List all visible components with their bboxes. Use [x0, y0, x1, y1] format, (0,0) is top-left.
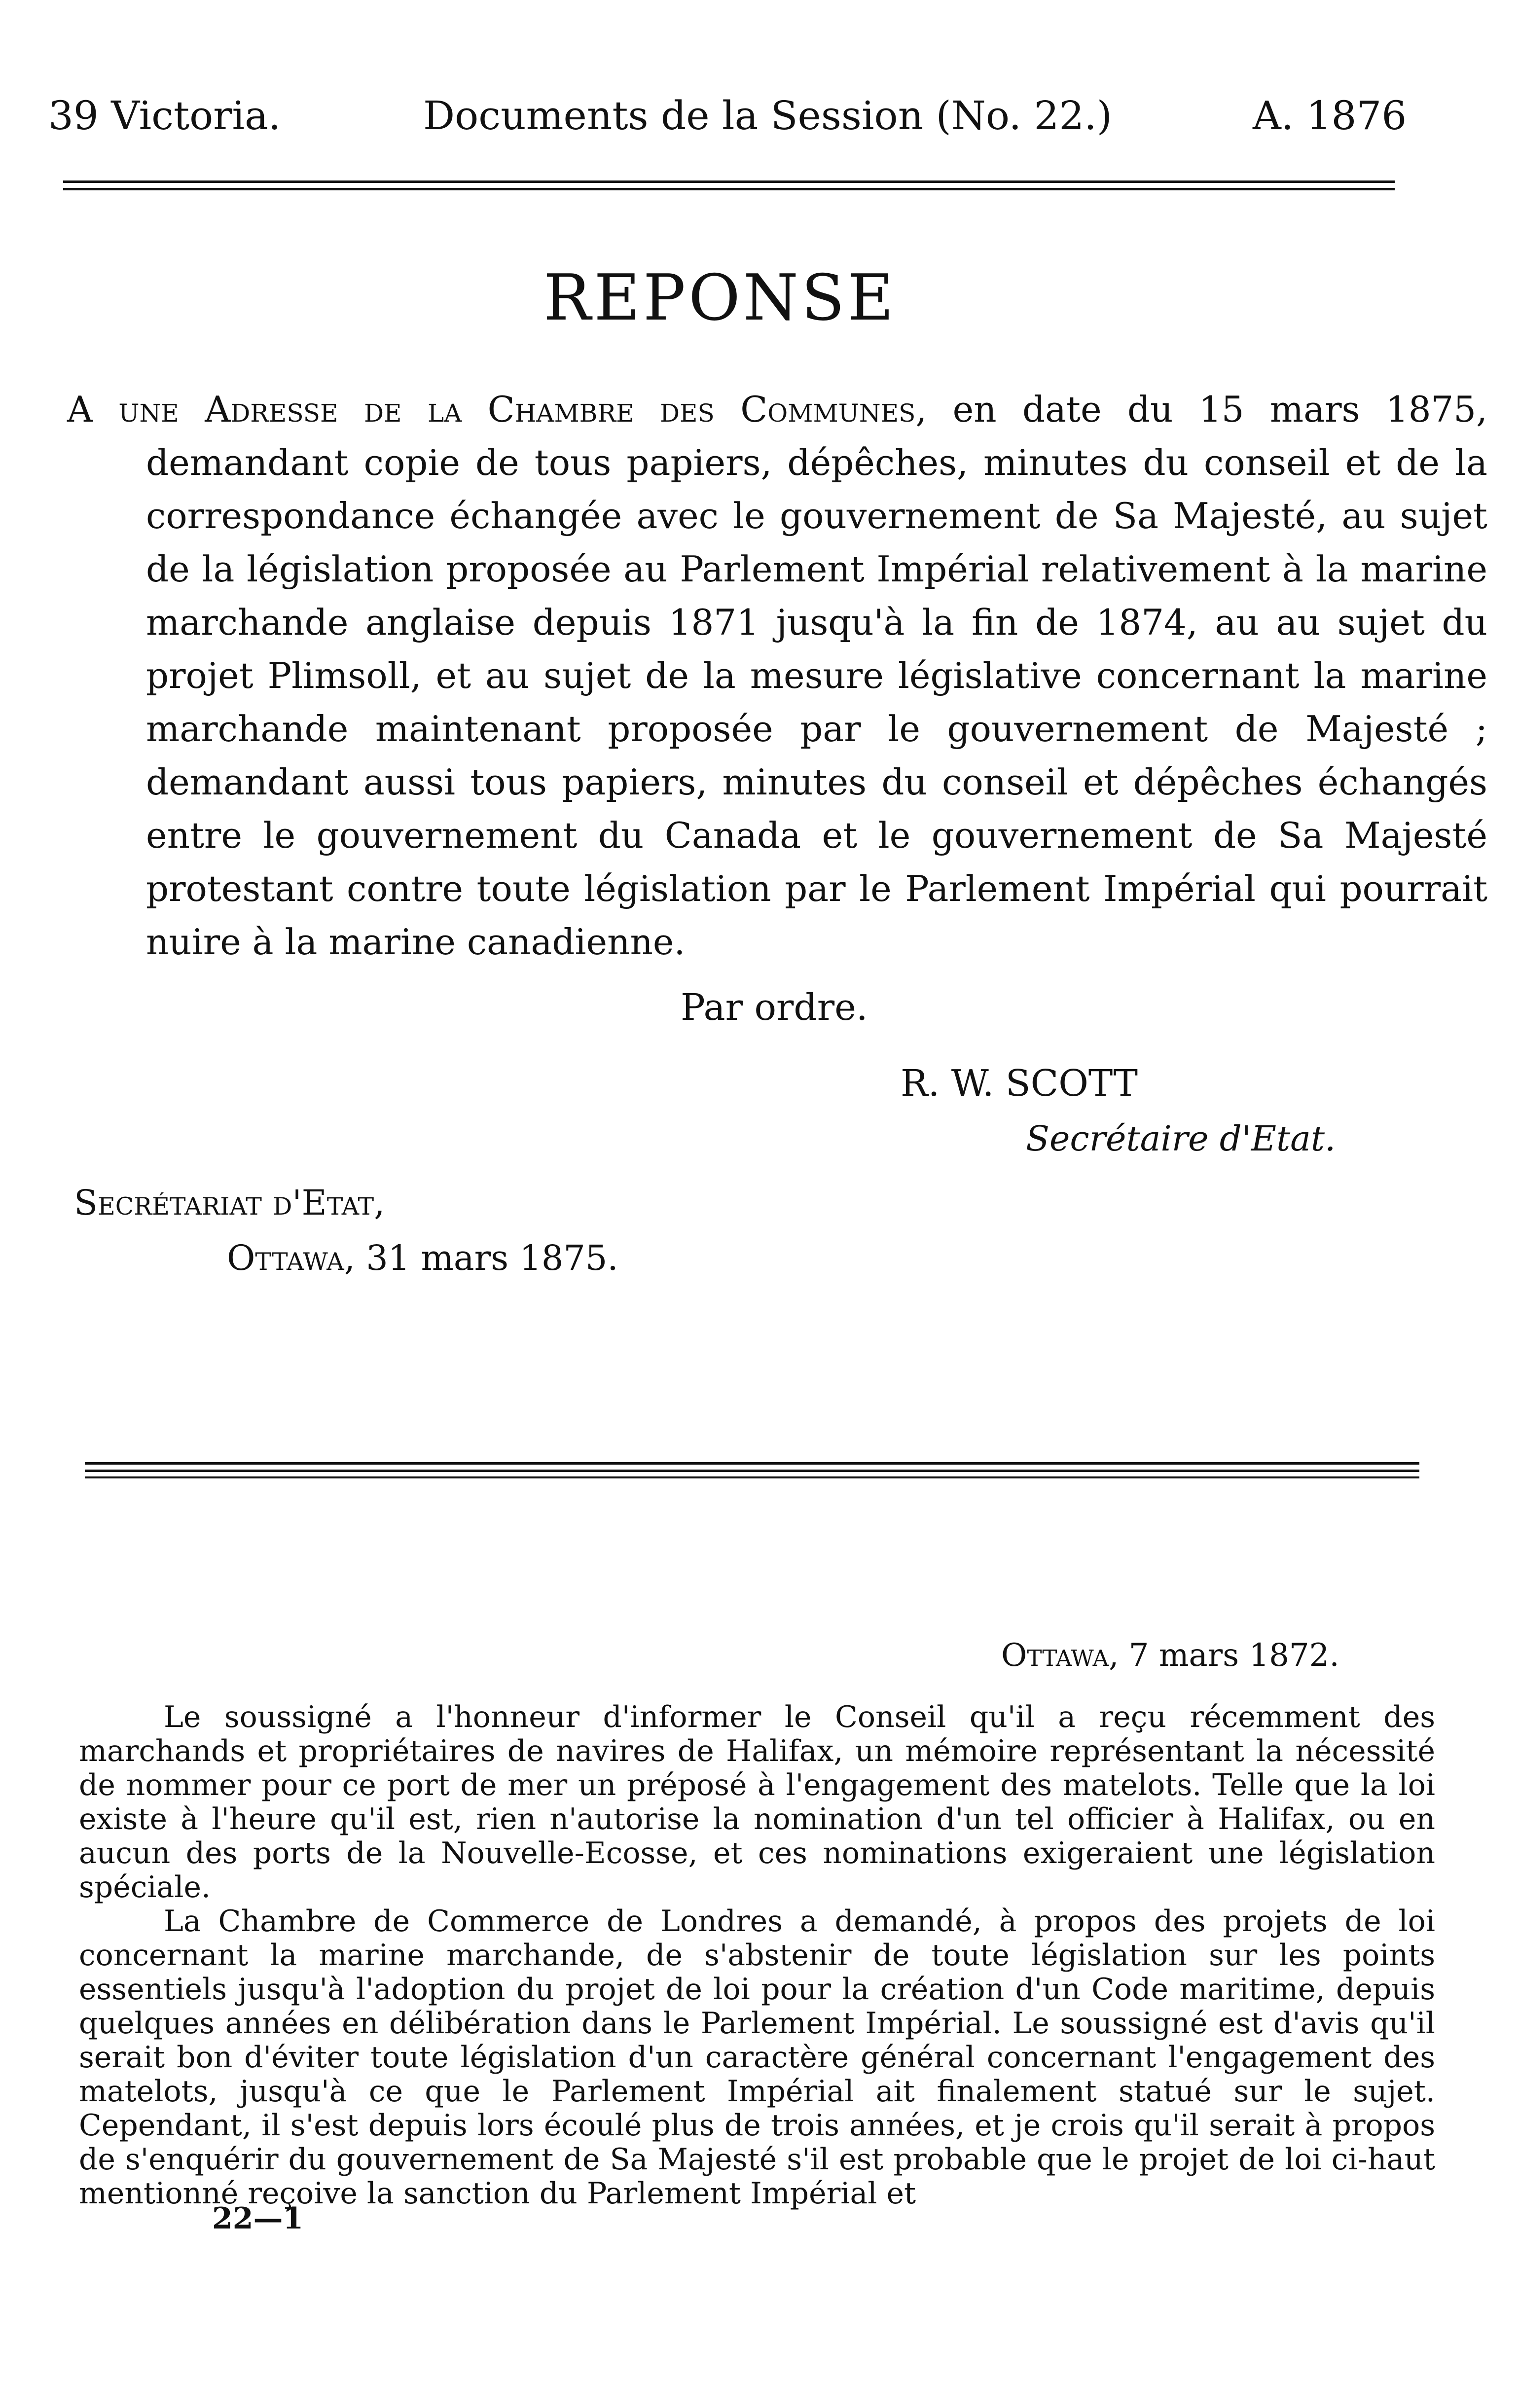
letter-dateline	[1001, 1637, 1339, 1674]
section-rule	[85, 1462, 1419, 1465]
department-dateline	[227, 1238, 618, 1278]
header-year: A. 1876	[1253, 93, 1407, 139]
letter-paragraph-2: La Chambre de Commerce de Londres a demandé, à propos des projets de loi concernant la marine marchande, de s'abstenir de toute législation sur les points essentiels jusqu'à l'adoption du projet de loi pour la création d'un Code maritime, depuis quelques années en délibération dans le Parlement Impérial. Le soussigné est d'avis qu'il serait bon d'éviter toute législation d'un caractère général concernant l'engagement des matelots, jusqu'à ce que le Parlement Impérial ait finalement statué sur le sujet. Cependant, il s'est depuis lors écoulé plus de trois années, et je crois qu'il serait à propos de s'enquérir du gouvernement de Sa Majesté s'il est probable que le projet de loi ci-haut mentionné reçoive la sanction du Parlement Impérial et	[79, 1904, 1435, 2211]
department-date: 31 mars 1875.	[366, 1238, 618, 1278]
letter-place: Ottawa,	[1001, 1637, 1119, 1674]
department-place: Ottawa,	[227, 1238, 355, 1278]
header-session: 39 Victoria.	[48, 93, 281, 139]
header-rule	[63, 180, 1395, 183]
signer-title: Secrétaire d'Etat.	[1026, 1118, 1336, 1159]
par-ordre: Par ordre.	[681, 986, 868, 1029]
department-name: Secrétariat d'Etat,	[74, 1183, 385, 1223]
letter-body	[79, 1700, 1435, 2211]
signer-name: R. W. SCOTT	[901, 1062, 1138, 1105]
letter-date: 7 mars 1872.	[1128, 1637, 1339, 1674]
address-lead: A une Adresse de la Chambre des Communes,	[67, 389, 927, 430]
header-document-title: Documents de la Session (No. 22.)	[423, 93, 1112, 139]
address-paragraph	[67, 383, 1487, 969]
page-signature-mark: 22—1	[212, 2201, 304, 2236]
page-title: REPONSE	[543, 261, 897, 335]
letter-paragraph-1: Le soussigné a l'honneur d'informer le Conseil qu'il a reçu récemment des marchands et propriétaires de navires de Halifax, un mémoire représentant la nécessité de nommer pour ce port de mer un préposé à l'engagement des matelots. Telle que la loi existe à l'heure qu'il est, rien n'autorise la nomination d'un tel officier à Halifax, ou en aucun des ports de la Nouvelle-Ecosse, et ces nominations exigeraient une législation spéciale.	[79, 1700, 1435, 1905]
address-body: en date du 15 mars 1875, demandant copie de tous papiers, dépêches, minutes du conseil et de la correspondance échangée avec le gouvernement de Sa Majesté, au sujet de la législation proposée au Parlement Impérial relativement à la marine marchande anglaise depuis 1871 jusqu'à la fin de 1874, au au sujet du projet Plimsoll, et au sujet de la mesure législative concernant la marine marchande maintenant proposée par le gouvernement de Majesté ; demandant aussi tous papiers, minutes du conseil et dépêches échangés entre le gouvernement du Canada et le gouvernement de Sa Majesté protestant contre toute législation par le Parlement Impérial qui pourrait nuire à la marine canadienne.	[146, 389, 1488, 963]
